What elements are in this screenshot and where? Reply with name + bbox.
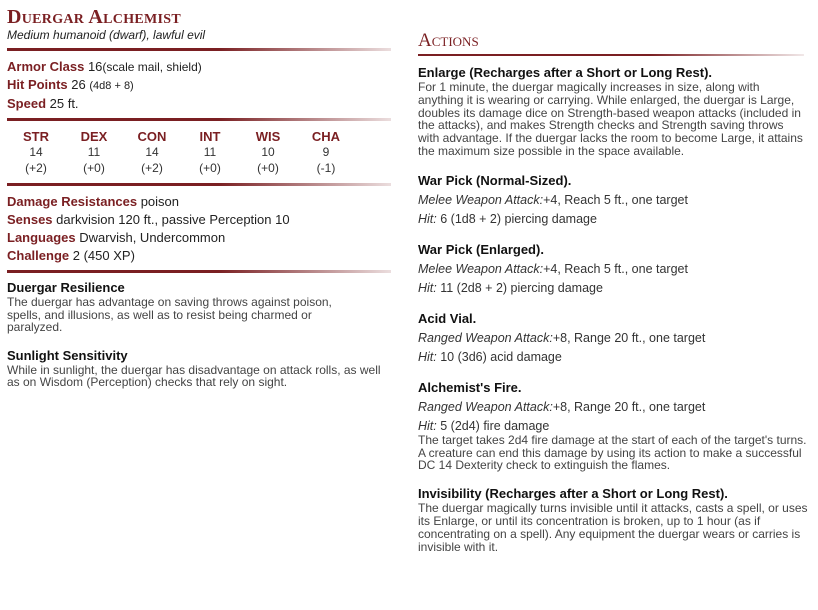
stat-block-left bbox=[7, 6, 391, 389]
ability-str: STR 14 (+2) bbox=[23, 129, 49, 175]
actions-section bbox=[418, 30, 808, 553]
action-war-pick: War Pick (Normal-Sized). Melee Weapon Attack:+4, Reach 5 ft., one target Hit: 6 (1d8 + 2) piercing damage bbox=[418, 172, 688, 226]
defense-stats bbox=[7, 58, 391, 113]
senses: Senses darkvision 120 ft., passive Perception 10 bbox=[7, 212, 290, 227]
divider bbox=[7, 270, 391, 273]
action-enlarge: Enlarge (Recharges after a Short or Long Rest). For 1 minute, the duergar magically increases in size, along with anything it is wearing or carrying. While enlarged, the duergar is Large, doubles its damage dice on Strength-based weapon attacks (included in the attacks), and makes Strength checks and Strength saving throws with advantage. If the duergar lacks the room to become Large, it attains the maximum size possible in the space available. bbox=[418, 65, 803, 158]
creature-details bbox=[7, 193, 391, 265]
armor-class: Armor Class 16(scale mail, shield) bbox=[7, 59, 202, 74]
hit-points: Hit Points 26 (4d8 + 8) bbox=[7, 77, 134, 92]
ability-cha: CHA 9 (-1) bbox=[311, 129, 341, 175]
creature-name: Duergar Alchemist bbox=[7, 6, 182, 28]
ability-scores bbox=[7, 129, 355, 177]
creature-type: Medium humanoid (dwarf), lawful evil bbox=[7, 28, 206, 42]
trait-sunlight-sensitivity: Sunlight Sensitivity While in sunlight, the duergar has disadvantage on attack rolls, as well as on Wisdom (Perception) checks that rely on sight. bbox=[7, 347, 381, 389]
divider bbox=[418, 54, 804, 56]
action-acid-vial: Acid Vial. Ranged Weapon Attack:+8, Range 20 ft., one target Hit: 10 (3d6) acid damage bbox=[418, 310, 706, 364]
speed: Speed 25 ft. bbox=[7, 96, 79, 111]
action-invisibility: Invisibility (Recharges after a Short or Long Rest). The duergar magically turns invisible until it attacks, casts a spell, or uses its Enlarge, or until its concentration is broken, up to 1 hour (as if concentrating on a spell). Any equipment the duergar wears or carries is invisible with it. bbox=[418, 486, 808, 554]
action-alchemists-fire: Alchemist's Fire. Ranged Weapon Attack:+8, Range 20 ft., one target Hit: 5 (2d4) fire damage The target takes 2d4 fire damage at the start of each of the target's turns. A creature can end this damage by using its action to make a successful DC 14 Dexterity check to extinguish the flames. bbox=[418, 379, 807, 473]
ability-dex: DEX 11 (+0) bbox=[80, 129, 108, 175]
divider bbox=[7, 183, 391, 186]
languages: Languages Dwarvish, Undercommon bbox=[7, 230, 226, 245]
ability-int: INT 11 (+0) bbox=[199, 129, 221, 175]
action-war-pick-enlarged: War Pick (Enlarged). Melee Weapon Attack:+4, Reach 5 ft., one target Hit: 11 (2d8 + 2) piercing damage bbox=[418, 241, 688, 295]
damage-resistances: Damage Resistances poison bbox=[7, 194, 180, 209]
divider bbox=[7, 118, 391, 121]
actions-heading: Actions bbox=[418, 30, 479, 51]
challenge-rating: Challenge 2 (450 XP) bbox=[7, 248, 135, 263]
divider bbox=[7, 48, 391, 51]
ability-wis: WIS 10 (+0) bbox=[255, 129, 281, 175]
trait-duergar-resilience: Duergar Resilience The duergar has advantage on saving throws against poison, spells, and illusions, as well as to resist being charmed or paralyzed. bbox=[7, 280, 332, 334]
ability-con: CON 14 (+2) bbox=[137, 129, 167, 175]
